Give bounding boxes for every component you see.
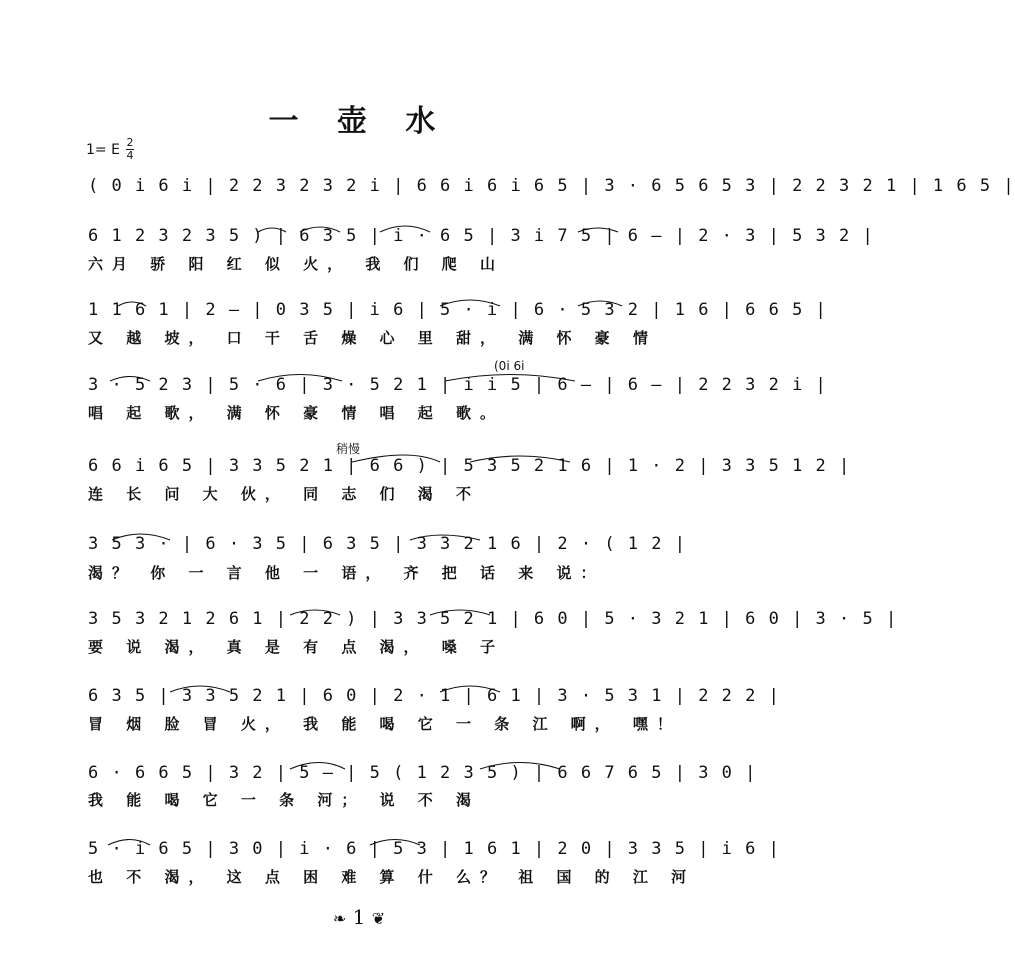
page-number-footer [0, 905, 718, 929]
notation-line-10: 5 · i 6 5 | 3 0 | i · 6 | 5 3 | 1 6 1 | 2 0 | 3 3 5 | i 6 | [88, 839, 781, 859]
lyrics-line-9: 我 能 喝 它 一 条 河； 说 不 渴 [88, 791, 481, 809]
lyrics-line-6: 渴？ 你 一 言 他 一 语， 齐 把 话 来 说： [88, 564, 605, 582]
song-title: 一 壶 水 [268, 104, 450, 139]
lyrics-line-1 [88, 203, 643, 223]
lyrics-line-2: 六月 骄 阳 红 似 火， 我 们 爬 山 [88, 255, 505, 273]
inline-notes-annotation: (0i 6i [494, 359, 525, 373]
time-signature [126, 138, 134, 161]
lyrics-line-7: 要 说 渴， 真 是 有 点 渴， 嗓 子 [88, 638, 505, 656]
notation-line-4: 3 · 5 2 3 | 5 · 6 | 3 · 5 2 1 | i i 5 | 6 — | 6 — | 2 2 3 2 i | [88, 375, 828, 395]
notation-line-8: 6 3 5 | 3 3 5 2 1 | 6 0 | 2 · 1 | 6 1 | 3 · 5 3 1 | 2 2 2 | [88, 686, 781, 706]
ornament-right-icon: ❦ [371, 909, 386, 928]
page-number: 1 [352, 905, 366, 929]
lyrics-line-10: 也 不 渴， 这 点 困 难 算 什 么？ 祖 国 的 江 河 [88, 868, 696, 886]
lyrics-line-3: 又 越 坡， 口 干 舌 燥 心 里 甜， 满 怀 豪 情 [88, 329, 657, 347]
ornament-left-icon: ❧ [332, 909, 347, 928]
time-denominator: 4 [126, 149, 134, 162]
notation-line-5: 6 6 i 6 5 | 3 3 5 2 1 | 6 6 ) | 5 3 5 2 1 6 | 1 · 2 | 3 3 5 1 2 | [88, 456, 851, 476]
tempo-mark: 稍慢 [336, 442, 361, 456]
time-numerator: 2 [126, 136, 134, 149]
notation-line-2: 6 1 2 3 2 3 5 ) | 6 3 5 | i · 6 5 | 3 i 7 5 | 6 — | 2 · 3 | 5 3 2 | [88, 226, 875, 246]
key-signature [86, 138, 134, 161]
notation-line-9: 6 · 6 6 5 | 3 2 | 5 — | 5 ( 1 2 3 5 ) | 6 6 7 6 5 | 3 0 | [88, 763, 757, 783]
notation-line-6: 3 5 3 · | 6 · 3 5 | 6 3 5 | 3 3 2 1 6 | 2 · ( 1 2 | [88, 534, 687, 554]
notation-line-3: 1 1 6 1 | 2 — | 0 3 5 | i 6 | 5 · i | 6 · 5 3 2 | 1 6 | 6 6 5 | [88, 300, 828, 320]
notation-line-7: 3 5 3 2 1 2 6 1 | 2 2 ) | 3 3 5 2 1 | 6 0 | 5 · 3 2 1 | 6 0 | 3 · 5 | [88, 609, 898, 629]
notation-line-1: ( 0 i 6 i | 2 2 3 2 3 2 i | 6 6 i 6 i 6 5 | 3 · 6 5 6 5 3 | 2 2 3 2 1 | 1 6 5 | [88, 176, 1015, 196]
lyrics-line-8: 冒 烟 脸 冒 火， 我 能 喝 它 一 条 江 啊， 嘿！ [88, 715, 681, 733]
lyrics-line-5: 连 长 问 大 伙， 同 志 们 渴 不 [88, 485, 481, 503]
lyrics-line-4: 唱 起 歌， 满 怀 豪 情 唱 起 歌。 [88, 404, 505, 422]
key-label: 1= E [86, 141, 120, 158]
